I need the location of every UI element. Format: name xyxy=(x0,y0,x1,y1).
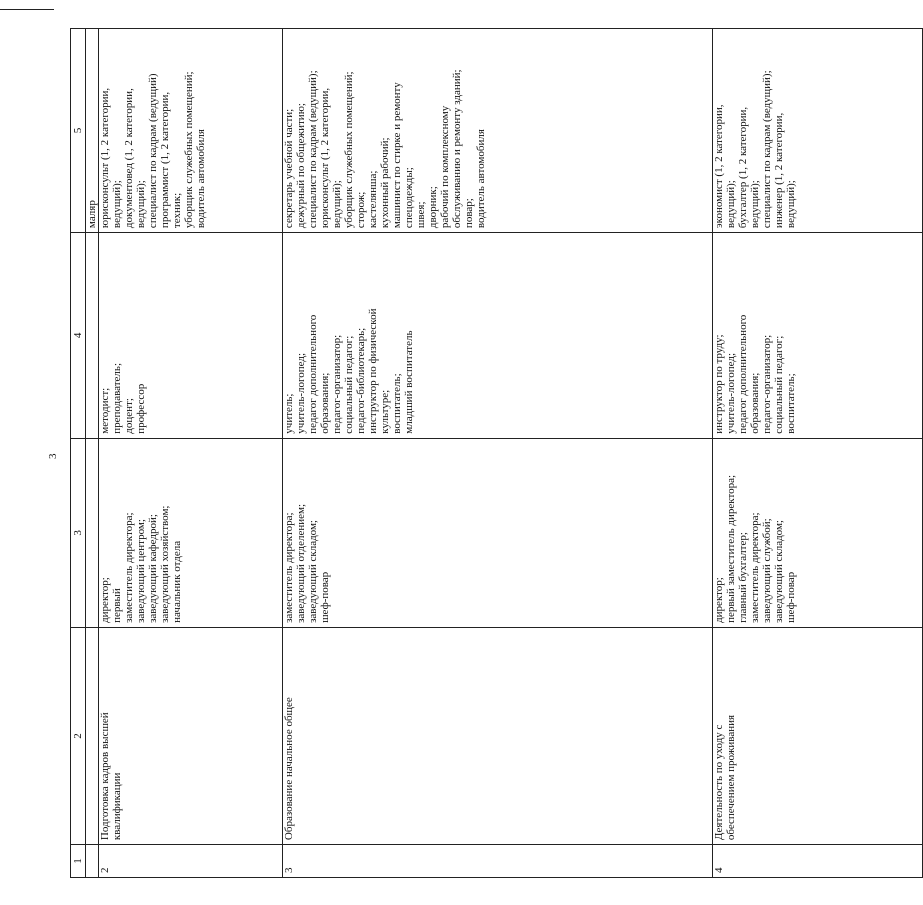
row-number xyxy=(86,845,99,878)
cell-line: специалист по кадрам (ведущий) xyxy=(147,73,159,229)
cell-line: специалист по кадрам (ведущий); xyxy=(307,70,319,229)
cell-line: водитель автомобиля xyxy=(195,129,207,229)
cell-line: экономист (1, 2 категории, xyxy=(713,104,725,229)
activity-cell xyxy=(713,627,923,844)
cell-line: заведующий кафедрой; xyxy=(147,514,159,623)
row-number xyxy=(99,845,283,878)
page-number: 3 xyxy=(47,453,59,459)
cell-line: заведующий хозяйством; xyxy=(159,505,171,623)
row-number-text: 3 xyxy=(283,867,295,873)
cell-line: заместитель директора; xyxy=(749,512,761,623)
cell-line: заведующий складом; xyxy=(773,520,785,623)
cell-line: главный бухгалтер; xyxy=(737,532,749,623)
table-body xyxy=(86,29,923,878)
cell-line: шеф-повар xyxy=(319,571,331,623)
cell-line: ведущий); xyxy=(725,180,737,229)
cell-line: первый заместитель директора; xyxy=(725,474,737,623)
cell-line: социальный педагог; xyxy=(773,335,785,434)
cell-line: маляр xyxy=(86,200,98,229)
other-staff-cell xyxy=(99,29,283,233)
cell-line: машинист по стирке и ремонту xyxy=(391,82,403,229)
cell-line: обслуживанию и ремонту зданий; xyxy=(451,69,463,229)
cell-line: юрисконсульт (1, 2 категории, xyxy=(319,87,331,229)
cell-line: учитель-логопед; xyxy=(725,352,737,434)
other-staff-cell xyxy=(283,29,713,233)
cell-line: техник; xyxy=(171,192,183,229)
column-header: 4 xyxy=(71,233,86,439)
cell-line: инструктор по физической xyxy=(367,308,379,434)
cell-line: уборщик служебных помещений; xyxy=(183,71,195,229)
cell-line: учитель-логопед; xyxy=(295,352,307,434)
cell-line: Деятельность по уходу с xyxy=(713,724,725,841)
cell-line: заведующий службой; xyxy=(761,518,773,623)
heads-cell xyxy=(283,438,713,627)
cell-line: профессор xyxy=(135,383,147,434)
cell-line: педагог-организатор; xyxy=(331,334,343,434)
cell-line: ведущий); xyxy=(785,180,797,229)
cell-line: инженер (1, 2 категории, xyxy=(773,112,785,229)
cell-line: спецодежды; xyxy=(403,167,415,229)
rotated-page xyxy=(47,28,797,878)
cell-line: начальник отдела xyxy=(171,540,183,623)
cell-line: водитель автомобиля xyxy=(475,129,487,229)
cell-line: воспитатель; xyxy=(785,373,797,434)
cell-line: младший воспитатель xyxy=(403,330,415,434)
heads-cell xyxy=(99,438,283,627)
heads-cell xyxy=(86,438,99,627)
cell-line: учитель; xyxy=(283,393,295,434)
table-row xyxy=(283,29,713,878)
row-number xyxy=(283,845,713,878)
cell-line: воспитатель; xyxy=(391,373,403,434)
table-row xyxy=(99,29,283,878)
cell-line: бухгалтер (1, 2 категории, xyxy=(737,106,749,229)
cell-line: заместитель директора; xyxy=(283,512,295,623)
cell-line: квалификации xyxy=(111,772,123,841)
cell-line: программист (1, 2 категории, xyxy=(159,91,171,229)
cell-line: ведущий); xyxy=(749,180,761,229)
column-header: 1 xyxy=(71,845,86,878)
column-header-row xyxy=(71,29,86,878)
cell-line: шеф-повар xyxy=(785,571,797,623)
top-rule xyxy=(0,9,54,10)
cell-line: повар; xyxy=(463,198,475,229)
pedagogic-staff-cell xyxy=(713,233,923,439)
cell-line: заместитель директора; xyxy=(123,512,135,623)
cell-line: образования; xyxy=(319,372,331,434)
table-row xyxy=(713,29,923,878)
cell-line: кастелянша; xyxy=(367,170,379,229)
cell-line: ведущий); xyxy=(135,180,147,229)
cell-line: обеспечением проживания xyxy=(725,714,737,841)
cell-line: уборщик служебных помещений; xyxy=(343,71,355,229)
cell-line: преподаватель; xyxy=(111,363,123,434)
cell-line: юрисконсульт (1, 2 категории, xyxy=(99,87,111,229)
cell-line: ведущий); xyxy=(331,180,343,229)
cell-line: первый xyxy=(111,588,123,623)
row-number-text: 4 xyxy=(713,867,725,873)
pedagogic-staff-cell xyxy=(86,233,99,439)
row-number-text: 2 xyxy=(99,867,111,873)
cell-line: Подготовка кадров высшей xyxy=(99,712,111,841)
cell-line: методист; xyxy=(99,387,111,434)
cell-line: секретарь учебной части; xyxy=(283,108,295,229)
activity-cell xyxy=(99,627,283,844)
cell-line: инструктор по труду; xyxy=(713,334,725,434)
cell-line: специалист по кадрам (ведущий); xyxy=(761,70,773,229)
cell-line: дежурный по общежитию; xyxy=(295,103,307,229)
cell-line: педагог-библиотекарь; xyxy=(355,327,367,434)
cell-line: швея; xyxy=(415,201,427,229)
column-header: 3 xyxy=(71,438,86,627)
professions-table xyxy=(70,28,923,878)
cell-line: директор; xyxy=(99,577,111,623)
cell-line: заведующий отделением; xyxy=(295,503,307,623)
row-number xyxy=(713,845,923,878)
cell-line: образования; xyxy=(749,372,761,434)
activity-cell xyxy=(283,627,713,844)
cell-line: документовед (1, 2 категории, xyxy=(123,88,135,229)
pedagogic-staff-cell xyxy=(99,233,283,439)
cell-line: Образование начальное общее xyxy=(283,697,295,841)
other-staff-cell xyxy=(86,29,99,233)
cell-line: ведущий); xyxy=(111,180,123,229)
cell-line: педагог дополнительного xyxy=(737,314,749,434)
pedagogic-staff-cell xyxy=(283,233,713,439)
cell-line: педагог-организатор; xyxy=(761,334,773,434)
heads-cell xyxy=(713,438,923,627)
cell-line: дворник; xyxy=(427,186,439,229)
cell-line: заведующий складом; xyxy=(307,520,319,623)
other-staff-cell xyxy=(713,29,923,233)
table-row xyxy=(86,29,99,878)
cell-line: доцент; xyxy=(123,398,135,434)
cell-line: рабочий по комплексному xyxy=(439,105,451,229)
cell-line: педагог дополнительного xyxy=(307,314,319,434)
cell-line: директор; xyxy=(713,577,725,623)
activity-cell xyxy=(86,627,99,844)
cell-line: кухонный рабочий; xyxy=(379,137,391,229)
cell-line: сторож; xyxy=(355,191,367,229)
cell-line: заведующий центром; xyxy=(135,519,147,623)
cell-line: культуре; xyxy=(379,389,391,434)
column-header: 2 xyxy=(71,627,86,844)
column-header: 5 xyxy=(71,29,86,233)
cell-line: социальный педагог; xyxy=(343,335,355,434)
